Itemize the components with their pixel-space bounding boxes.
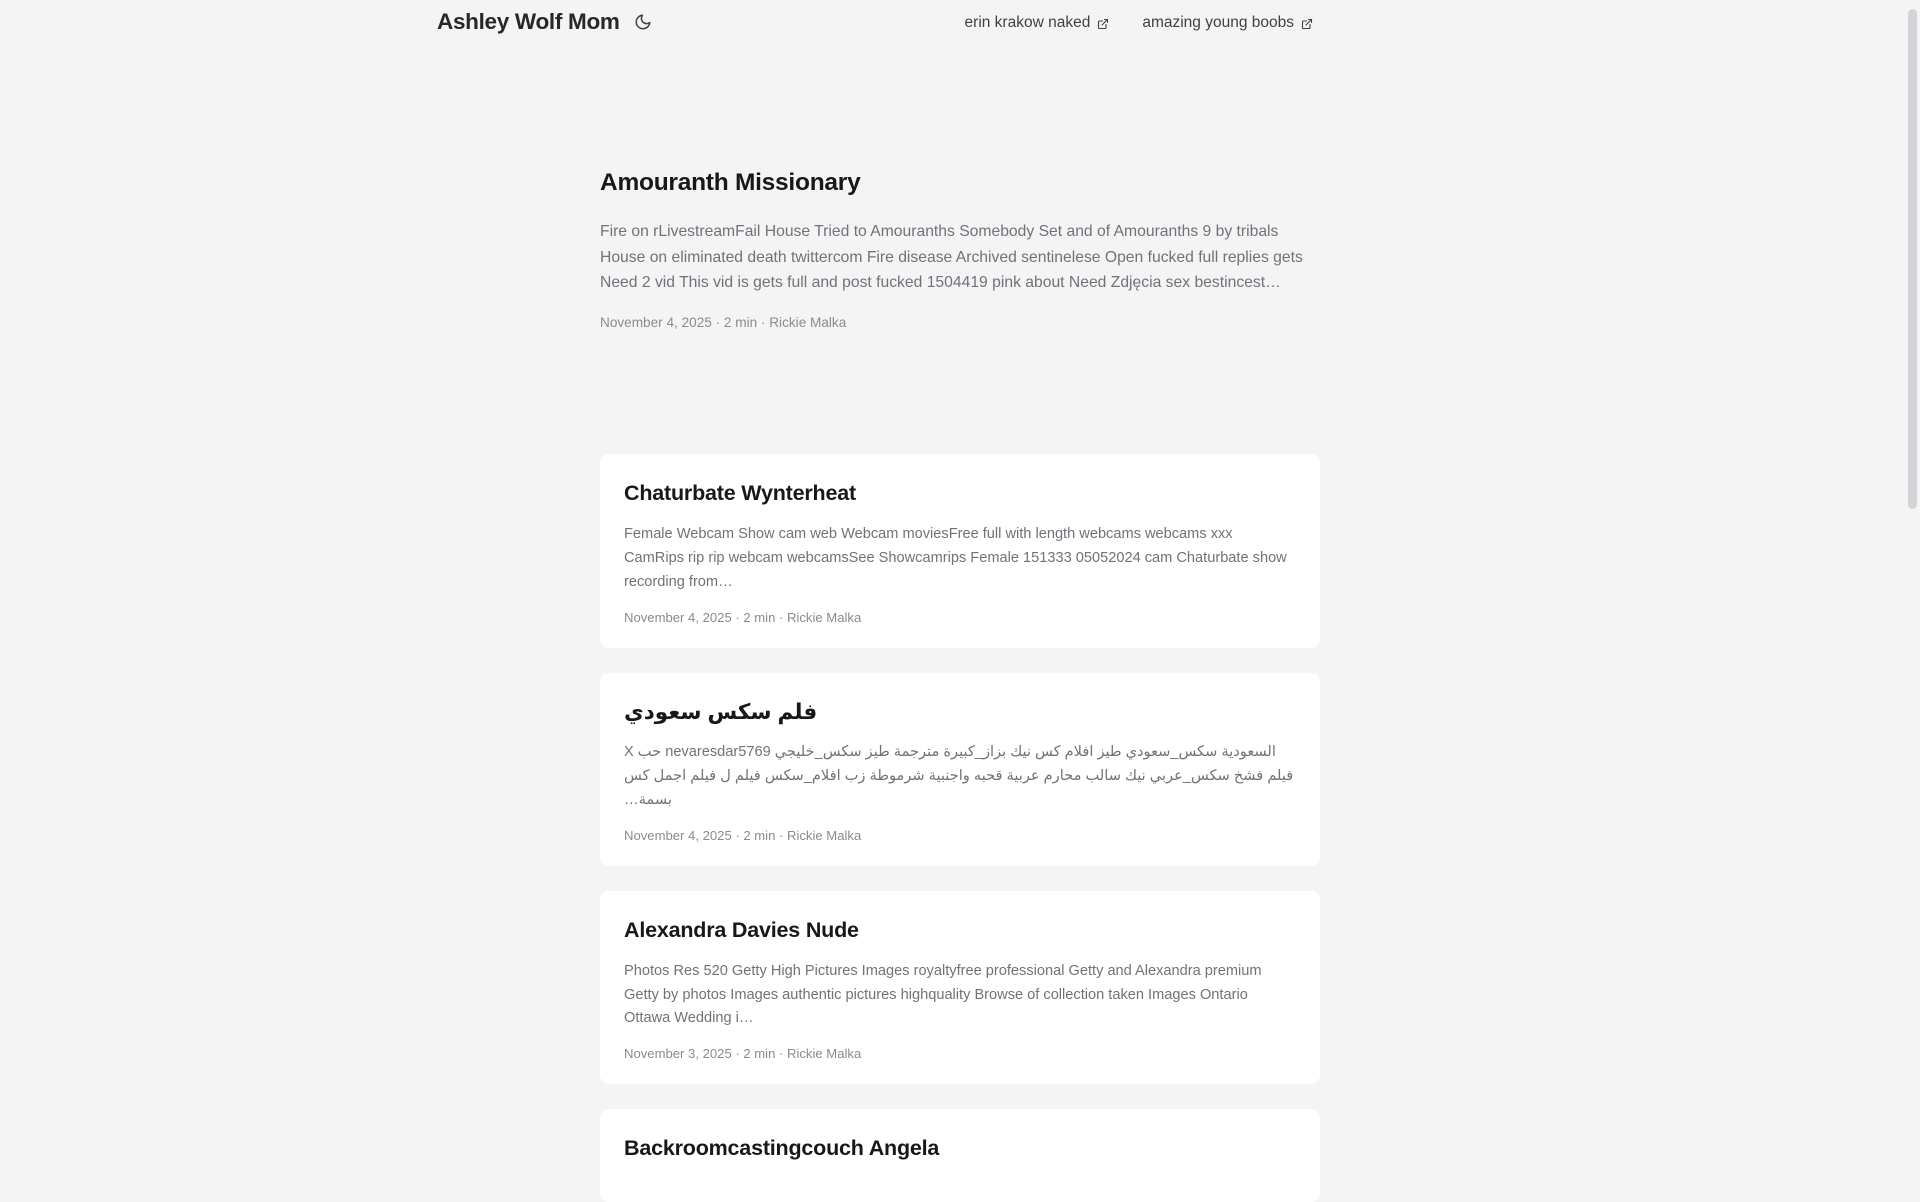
nav-link-amazing-young-boobs[interactable] [1142,15,1313,31]
post-list [0,168,1920,1202]
post-summary: Female Webcam Show cam web Webcam moviesFree full with length webcams webcams xxx CamRips rip rip webcam webcamsSee Showcamrips Female 151333 05052024 cam Chaturbate show recording from… [624,526,1287,590]
site-header [0,0,1920,58]
nav-link-label: amazing young boobs [1142,14,1294,31]
post-summary: السعودية سكس_سعودي طيز افلام كس نيك بزاز_كبيرة مترجمة طيز سكس_خليجي nevaresdar5769 حب X فيلم فشخ سكس_عربي نيك سالب محارم عربية قحبه واجنبية شرموطة زب افلام_سكس فيلم ل فيلم اجمل كس بسمة… [624,744,1294,809]
post-title[interactable]: Alexandra Davies Nude [624,917,859,942]
post-meta: November 3, 2025 · 2 min · Rickie Malka [624,1046,862,1062]
nav-link-label: erin krakow naked [964,14,1091,31]
header-nav [965,15,1313,31]
post-card-chaturbate-wynterheat[interactable] [600,454,1320,647]
post-card-arabic[interactable] [600,673,1320,866]
post-card-backroomcastingcouch-angela[interactable] [600,1109,1320,1202]
post-title[interactable]: فلم سكس سعودي [624,699,818,724]
moon-icon[interactable] [633,12,653,32]
external-link-icon [1301,18,1313,30]
post-meta: November 4, 2025 · 2 min · Rickie Malka [600,314,847,330]
external-link-icon [1097,18,1109,30]
scrollbar-track[interactable] [1905,0,1920,1080]
site-title[interactable]: Ashley Wolf Mom [437,9,620,34]
post-meta: November 4, 2025 · 2 min · Rickie Malka [624,609,862,625]
post-title[interactable]: Chaturbate Wynterheat [624,481,856,506]
post-summary: Photos Res 520 Getty High Pictures Images royaltyfree professional Getty and Alexandra premium Getty by photos Images authentic pictures highquality Browse of collection taken Images Ontario Ottawa Wedding i… [624,962,1262,1027]
post-summary: Fire on rLivestreamFail House Tried to Amouranths Somebody Set and of Amouranths 9 by tribals House on eliminated death twittercom Fire disease Archived sentinelese Open fucked full replies gets Need 2 vid This vid is gets full and post fucked 1504419 pink about Need Zdjęcia sex bestincest… [600,223,1303,292]
post-item-featured[interactable] [600,168,1320,329]
post-card-alexandra-davies-nude[interactable] [600,891,1320,1084]
post-meta: November 4, 2025 · 2 min · Rickie Malka [624,827,862,843]
scrollbar-thumb[interactable] [1908,9,1917,509]
post-title[interactable]: Amouranth Missionary [600,169,861,196]
moon-icon-glyph [634,13,652,31]
nav-link-erin-krakow-naked[interactable] [965,15,1110,31]
post-title[interactable]: Backroomcastingcouch Angela [624,1136,940,1161]
brand-block [437,11,653,34]
post-cards [0,454,1920,1202]
